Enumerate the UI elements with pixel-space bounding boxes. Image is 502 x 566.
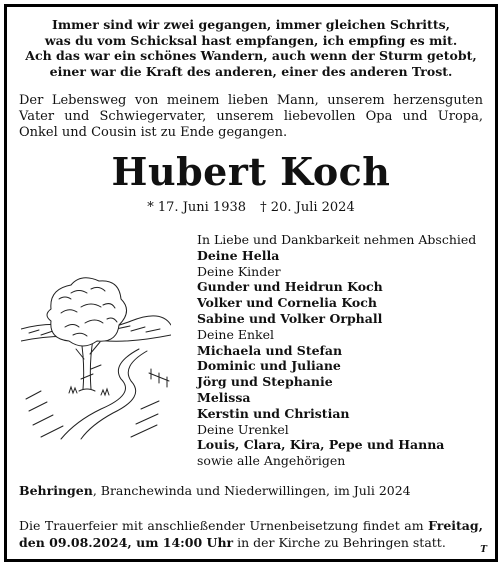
mourner-line: Kerstin und Christian <box>197 405 350 421</box>
funeral-text-1: Die Trauerfeier mit anschließender Urnenbeisetzung findet am <box>19 518 429 533</box>
mourner-line: Deine Kinder <box>197 263 281 279</box>
funeral-info <box>19 517 483 551</box>
mourner-line: Deine Enkel <box>197 326 274 342</box>
poem <box>7 17 495 79</box>
funeral-day: Freitag, <box>428 518 483 533</box>
mourner-line: Deine Urenkel <box>197 421 289 437</box>
place-rest: , Branchewinda und Niederwillingen, im Juli 2024 <box>92 483 411 498</box>
place-town: Behringen <box>19 483 93 498</box>
mourner-line: Volker und Cornelia Koch <box>197 295 377 311</box>
mourner-line: Michaela und Stefan <box>197 342 343 358</box>
mourner-line: Louis, Clara, Kira, Pepe und Hanna <box>197 437 445 453</box>
poem-line: Ach das war ein schönes Wandern, auch wenn der Sturm getobt, <box>25 48 477 63</box>
mourners-list <box>197 232 476 469</box>
birth-date: * 17. Juni 1938 <box>147 200 247 215</box>
poem-line: einer war die Kraft des anderen, einer des anderen Trost. <box>49 63 453 79</box>
mourner-line: In Liebe und Dankbarkeit nehmen Abschied <box>197 232 477 247</box>
intro-text: Der Lebensweg von meinem lieben Mann, unserem herzensguten Vater und Schwiegervater, unserem liebevollen Opa und Uropa, Onkel und Cousin ist zu Ende gegangen. <box>19 93 483 140</box>
funeral-text-2: in der Kirche zu Behringen statt. <box>233 535 446 550</box>
place-date-line <box>19 483 411 499</box>
mourner-line: Deine Hella <box>197 247 280 263</box>
funeral-date-time: den 09.08.2024, um 14:00 Uhr <box>19 535 234 550</box>
mourner-line: Jörg und Stephanie <box>197 374 333 390</box>
mourner-line: Sabine und Volker Orphall <box>197 310 383 326</box>
mourner-line: sowie alle Angehörigen <box>197 453 346 469</box>
publisher-mark: T <box>480 545 487 555</box>
obituary-notice <box>4 4 498 562</box>
mourner-line: Melissa <box>197 389 251 405</box>
death-date: † 20. Juli 2024 <box>260 200 355 215</box>
deceased-name: Hubert Koch <box>111 149 391 194</box>
mourner-line: Dominic und Juliane <box>197 358 341 374</box>
mourner-line: Gunder und Heidrun Koch <box>197 279 383 295</box>
tree-landscape-illustration <box>21 269 171 441</box>
poem-line: Immer sind wir zwei gegangen, immer gleichen Schritts, <box>52 17 450 32</box>
life-dates <box>7 200 495 216</box>
poem-line: was du vom Schicksal hast empfangen, ich empfing es mit. <box>44 32 458 48</box>
